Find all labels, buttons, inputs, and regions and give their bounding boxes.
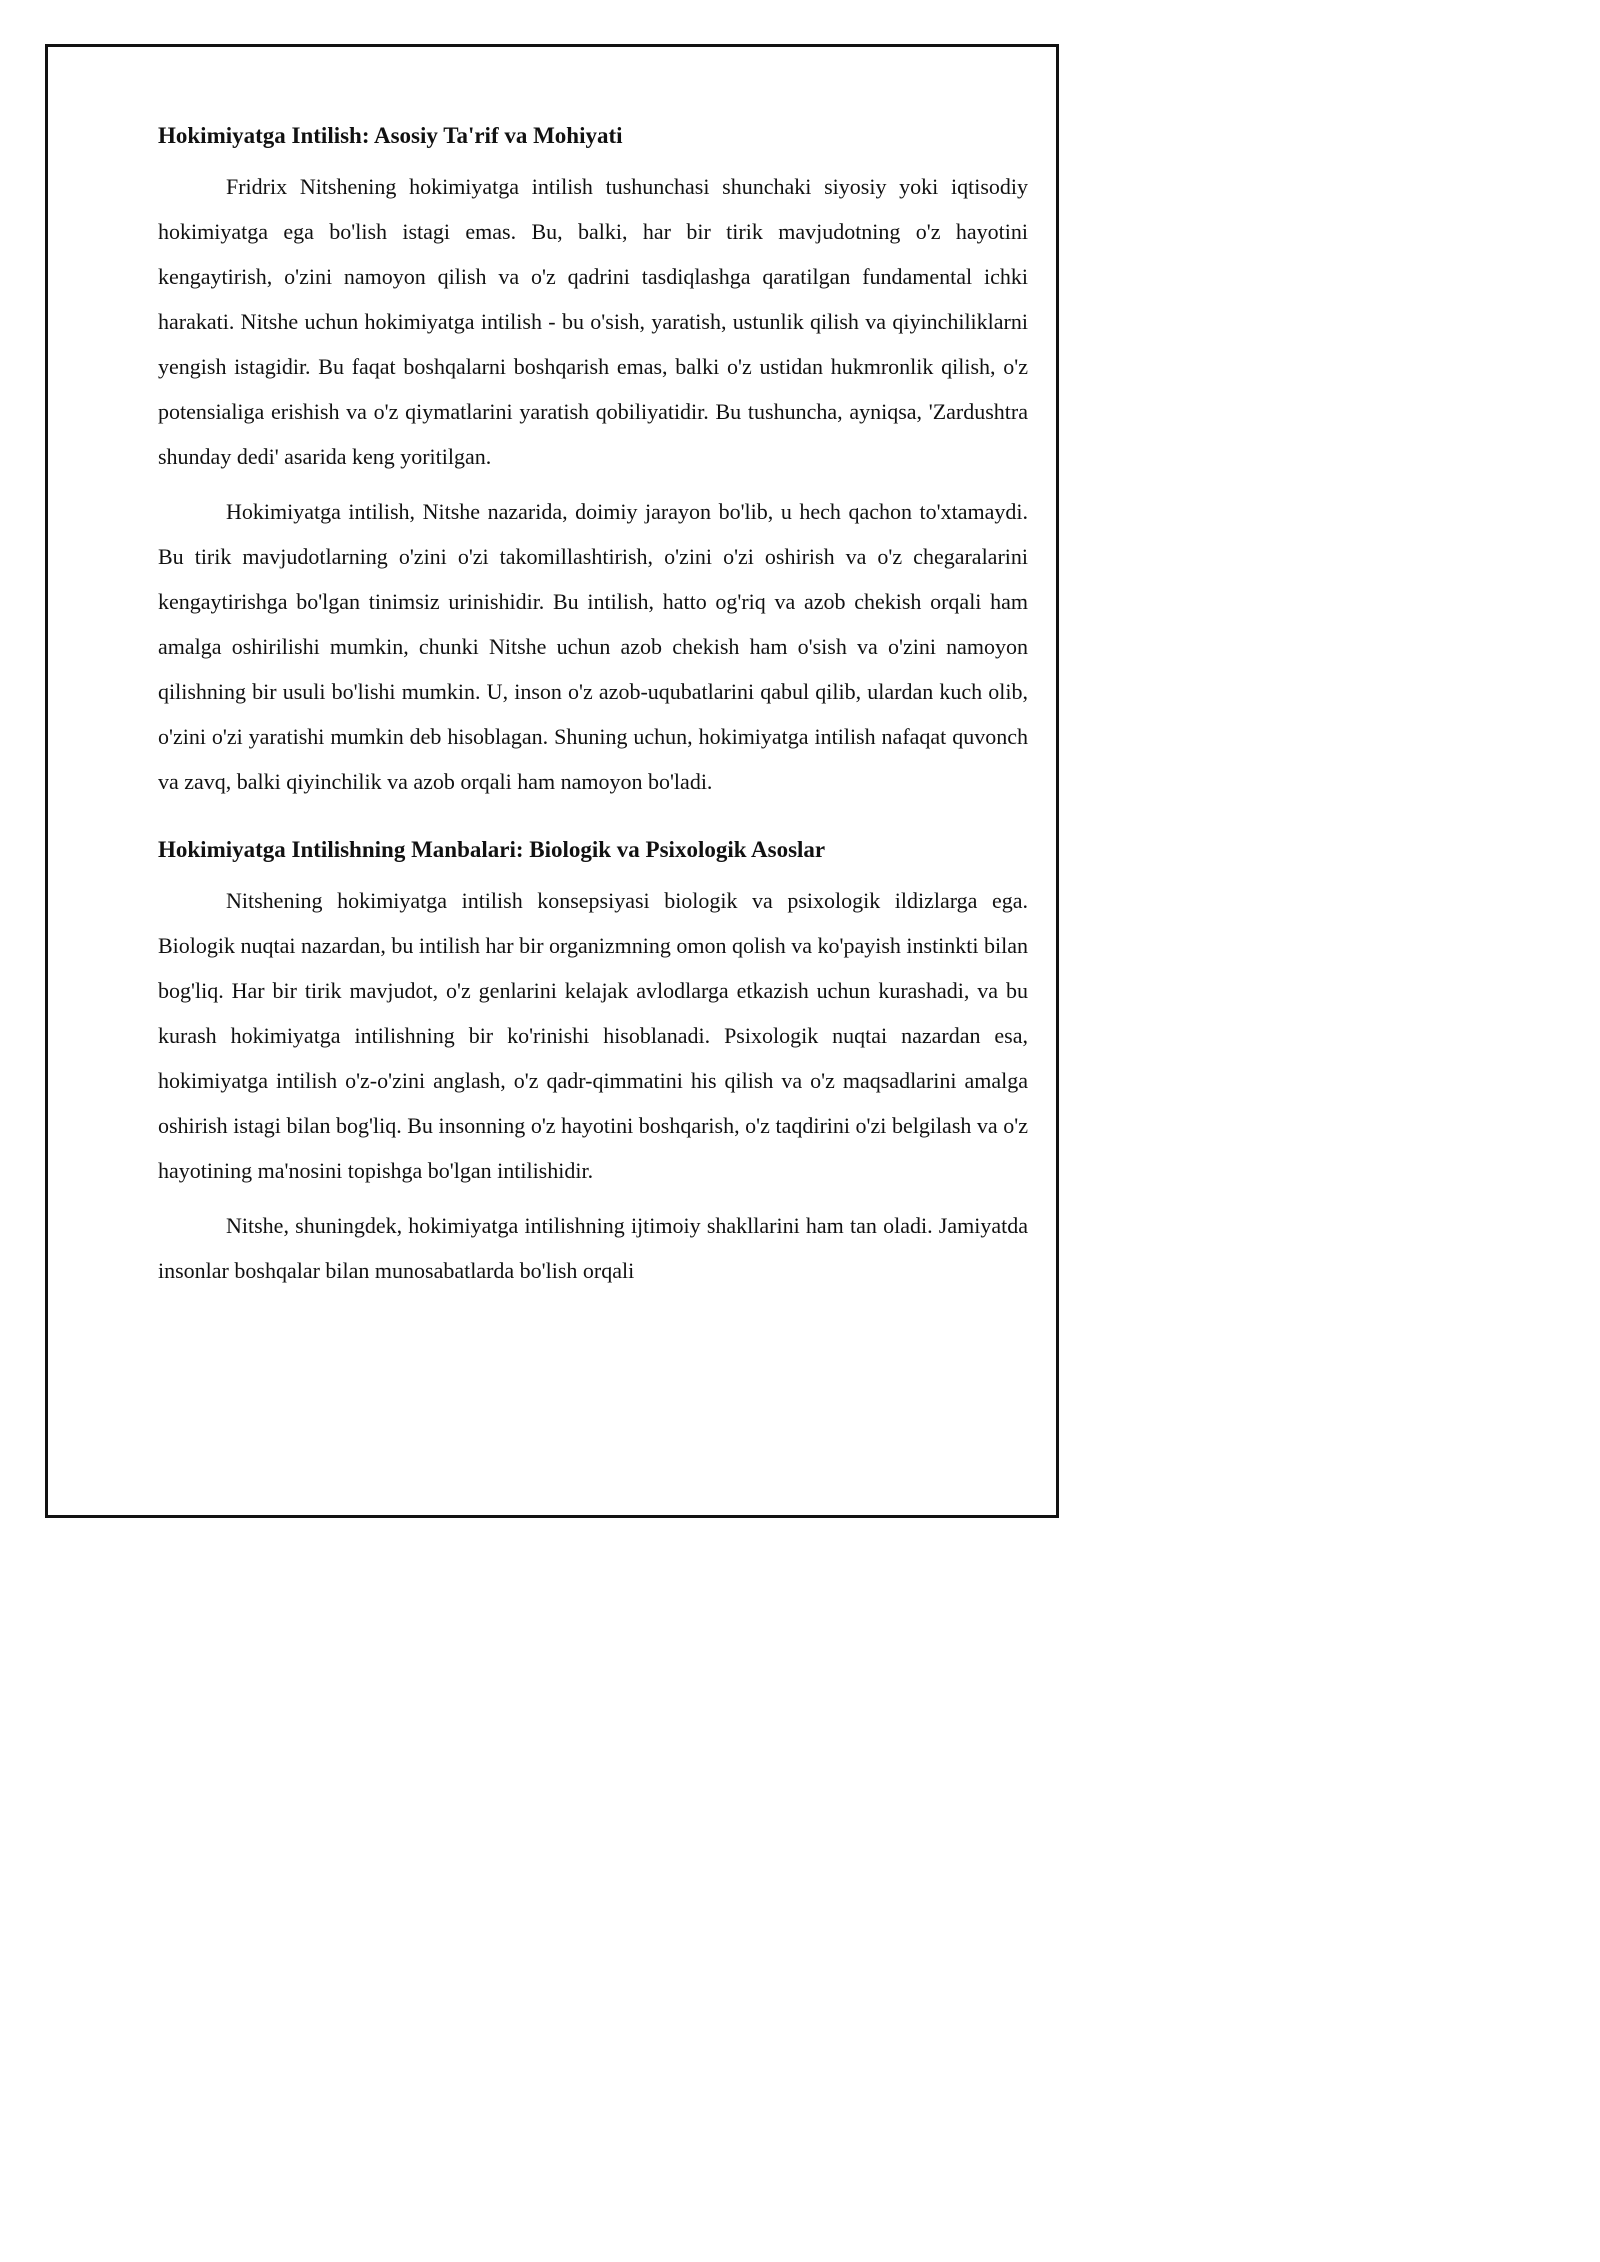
section-definition <box>158 118 1028 804</box>
section-sources <box>158 832 1028 1293</box>
paragraph: Nitshe, shuningdek, hokimiyatga intilishning ijtimoiy shakllarini ham tan oladi. Jamiyatda insonlar boshqalar bilan munosabatlarda bo'lish orqali <box>158 1213 1028 1283</box>
section-heading: Hokimiyatga Intilish: Asosiy Ta'rif va Mohiyati <box>158 123 623 148</box>
paragraph: Hokimiyatga intilish, Nitshe nazarida, doimiy jarayon bo'lib, u hech qachon to'xtamaydi. Bu tirik mavjudotlarning o'zini o'zi takomillashtirish, o'zini o'zi oshirish va o'z chegaralarini kengaytirishga bo'lgan tinimsiz urinishidir. Bu intilish, hatto og'riq va azob chekish orqali ham amalga oshirilishi mumkin, chunki Nitshe uchun azob chekish ham o'sish va o'zini namoyon qilishning bir usuli bo'lishi mumkin. U, inson o'z azob-uqubatlarini qabul qilib, ulardan kuch olib, o'zini o'zi yaratishi mumkin deb hisoblagan. Shuning uchun, hokimiyatga intilish nafaqat quvonch va zavq, balki qiyinchilik va azob orqali ham namoyon bo'ladi. <box>158 499 1028 794</box>
document-body <box>158 118 1028 1303</box>
paragraph: Fridrix Nitshening hokimiyatga intilish tushunchasi shunchaki siyosiy yoki iqtisodiy hokimiyatga ega bo'lish istagi emas. Bu, balki, har bir tirik mavjudotning o'z hayotini kengaytirish, o'zini namoyon qilish va o'z qadrini tasdiqlashga qaratilgan fundamental ichki harakati. Nitshe uchun hokimiyatga intilish - bu o'sish, yaratish, ustunlik qilish va qiyinchiliklarni yengish istagidir. Bu faqat boshqalarni boshqarish emas, balki o'z ustidan hukmronlik qilish, o'z potensialiga erishish va o'z qiymatlarini yaratish qobiliyatidir. Bu tushuncha, ayniqsa, 'Zardushtra shunday dedi' asarida keng yoritilgan. <box>158 174 1028 469</box>
section-heading: Hokimiyatga Intilishning Manbalari: Biologik va Psixologik Asoslar <box>158 837 826 862</box>
paragraph: Nitshening hokimiyatga intilish konsepsiyasi biologik va psixologik ildizlarga ega. Biologik nuqtai nazardan, bu intilish har bir organizmning omon qolish va ko'payish instinkti bilan bog'liq. Har bir tirik mavjudot, o'z genlarini kelajak avlodlarga etkazish uchun kurashadi, va bu kurash hokimiyatga intilishning bir ko'rinishi hisoblanadi. Psixologik nuqtai nazardan esa, hokimiyatga intilish o'z-o'zini anglash, o'z qadr-qimmatini his qilish va o'z maqsadlarini amalga oshirish istagi bilan bog'liq. Bu insonning o'z hayotini boshqarish, o'z taqdirini o'zi belgilash va o'z hayotining ma'nosini topishga bo'lgan intilishidir. <box>158 888 1029 1183</box>
